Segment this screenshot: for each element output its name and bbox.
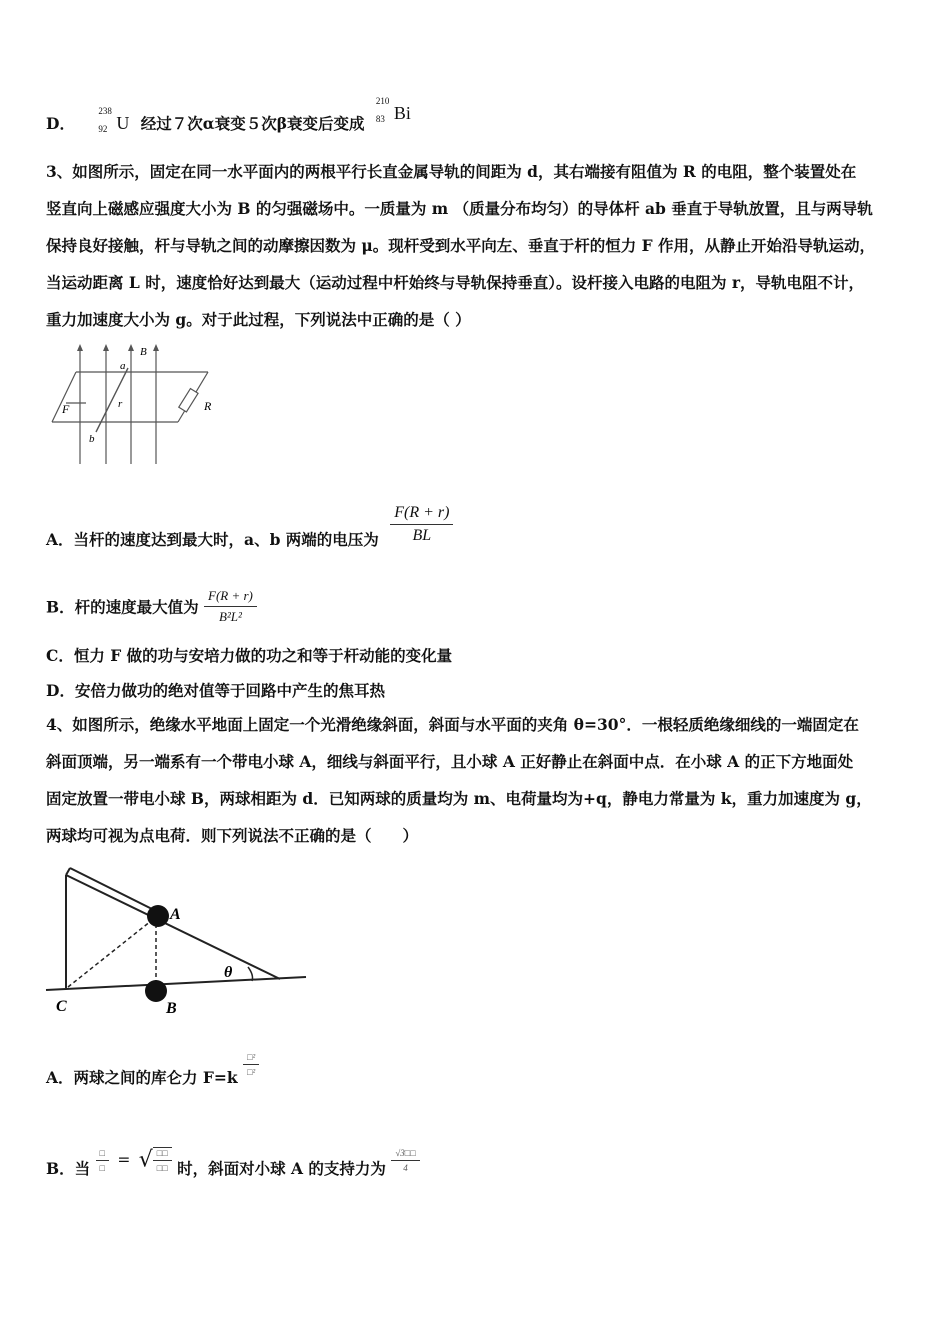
label-b: b <box>89 433 95 445</box>
label-c: C <box>56 998 67 1015</box>
mass-number: 238 <box>98 106 112 116</box>
q3-rail-figure <box>48 342 228 470</box>
q4-line-1: 4、如图所示，绝缘水平地面上固定一个光滑绝缘斜面，斜面与水平面的夹角 θ=30°．一根轻质绝缘细线的一端固定在 <box>46 715 859 734</box>
label-r: r <box>118 398 123 410</box>
label-theta: θ <box>224 964 233 981</box>
coulomb-fraction <box>243 1052 259 1077</box>
q3-line-5: 重力加速度大小为 g。对于此过程，下列说法中正确的是（ ） <box>46 310 471 329</box>
q3-line-3: 保持良好接触，杆与导轨之间的动摩擦因数为 μ。现杆受到水平向左、垂直于杆的恒力 F 作用，从静止开始沿导轨运动， <box>46 236 876 255</box>
q3-option-d: D．安倍力做功的绝对值等于回路中产生的焦耳热 <box>46 681 385 700</box>
fraction-numerator: □□ <box>153 1148 172 1161</box>
q3-option-c: C．恒力 F 做的功与安培力做的功之和等于杆动能的变化量 <box>46 646 453 665</box>
fraction-denominator: 4 <box>403 1162 408 1173</box>
q4-line-2: 斜面顶端，另一端系有一个带电小球 A，细线与斜面平行，且小球 A 正好静止在斜面中点．在小球 A 的正下方地面处 <box>46 752 854 771</box>
q3-option-b <box>46 588 257 625</box>
label-a: a <box>120 360 126 372</box>
sqrt-icon: √ <box>138 1147 153 1173</box>
fraction-numerator: □ <box>96 1148 109 1161</box>
ratio-fraction <box>96 1148 109 1173</box>
fraction-numerator: √3□□ <box>391 1148 419 1161</box>
label-ball-a: A <box>170 906 181 923</box>
resistor-icon <box>179 389 198 412</box>
q2-option-d <box>46 96 411 135</box>
option-text: A．两球之间的库仑力 F=k <box>46 1067 238 1087</box>
option-text: B．杆的速度最大值为 <box>46 597 199 617</box>
q4-incline-figure <box>44 865 310 1017</box>
ball-b <box>145 980 167 1002</box>
label-ball-b: B <box>166 1000 177 1017</box>
q3-line-2: 竖直向上磁感应强度大小为 B 的匀强磁场中。一质量为 m （质量分布均匀）的导体杆 ab 垂直于导轨放置，且与两导轨 <box>46 199 873 218</box>
fraction-numerator: □² <box>243 1052 259 1065</box>
voltage-fraction <box>390 504 453 545</box>
ground-line <box>46 977 306 990</box>
fraction-denominator: B²L² <box>218 609 242 624</box>
label-f: F <box>62 402 70 416</box>
element-symbol: Bi <box>393 103 411 123</box>
fraction-denominator: □ <box>99 1162 105 1173</box>
dashed-ca <box>68 917 156 987</box>
q4-option-b <box>46 1147 420 1178</box>
uranium-nuclide <box>98 106 130 135</box>
label-resistance: R <box>204 399 212 413</box>
option-text-start: B．当 <box>46 1159 91 1178</box>
ball-a <box>147 905 169 927</box>
support-force-fraction <box>391 1148 419 1173</box>
option-label: D． <box>46 114 75 133</box>
atomic-number: 83 <box>375 114 385 124</box>
q3-line-4: 当运动距离 L 时，速度恰好达到最大（运动过程中杆始终与导轨保持垂直）。设杆接入电路的电阻为 r，导轨电阻不计， <box>46 273 865 292</box>
q3-line-1: 3、如图所示，固定在同一水平面内的两根平行长直金属导轨的间距为 d，其右端接有阻值为 R 的电阻，整个装置处在 <box>46 162 857 181</box>
decay-text: 经过７次α衰变５次β衰变后变成 <box>140 114 365 133</box>
fraction-denominator: □□ <box>156 1163 168 1173</box>
equals-sign: = <box>117 1151 131 1169</box>
fraction-denominator: BL <box>412 527 432 544</box>
option-text-mid: 时，斜面对小球 A 的支持力为 <box>177 1159 386 1178</box>
thread <box>70 868 156 911</box>
q3-option-a <box>46 504 453 549</box>
q4-option-a <box>46 1052 259 1087</box>
fraction-numerator: F(R + r) <box>204 588 257 607</box>
label-field-b: B <box>140 346 147 358</box>
element-symbol: U <box>116 113 130 133</box>
velocity-fraction <box>204 588 257 625</box>
q4-line-3: 固定放置一带电小球 B，两球相距为 d．已知两球的质量均为 m、电荷量均为+q，静电力常量为 k，重力加速度为 g， <box>46 789 872 808</box>
bismuth-nuclide <box>375 96 411 125</box>
q4-line-4: 两球均可视为点电荷．则下列说法不正确的是（ ） <box>46 826 419 845</box>
atomic-number: 92 <box>98 124 108 134</box>
fraction-denominator: □² <box>247 1067 256 1077</box>
option-text: A．当杆的速度达到最大时，a、b 两端的电压为 <box>46 529 379 549</box>
fraction-numerator: F(R + r) <box>390 504 453 525</box>
mass-number: 210 <box>375 96 390 106</box>
root-fraction <box>153 1147 172 1173</box>
